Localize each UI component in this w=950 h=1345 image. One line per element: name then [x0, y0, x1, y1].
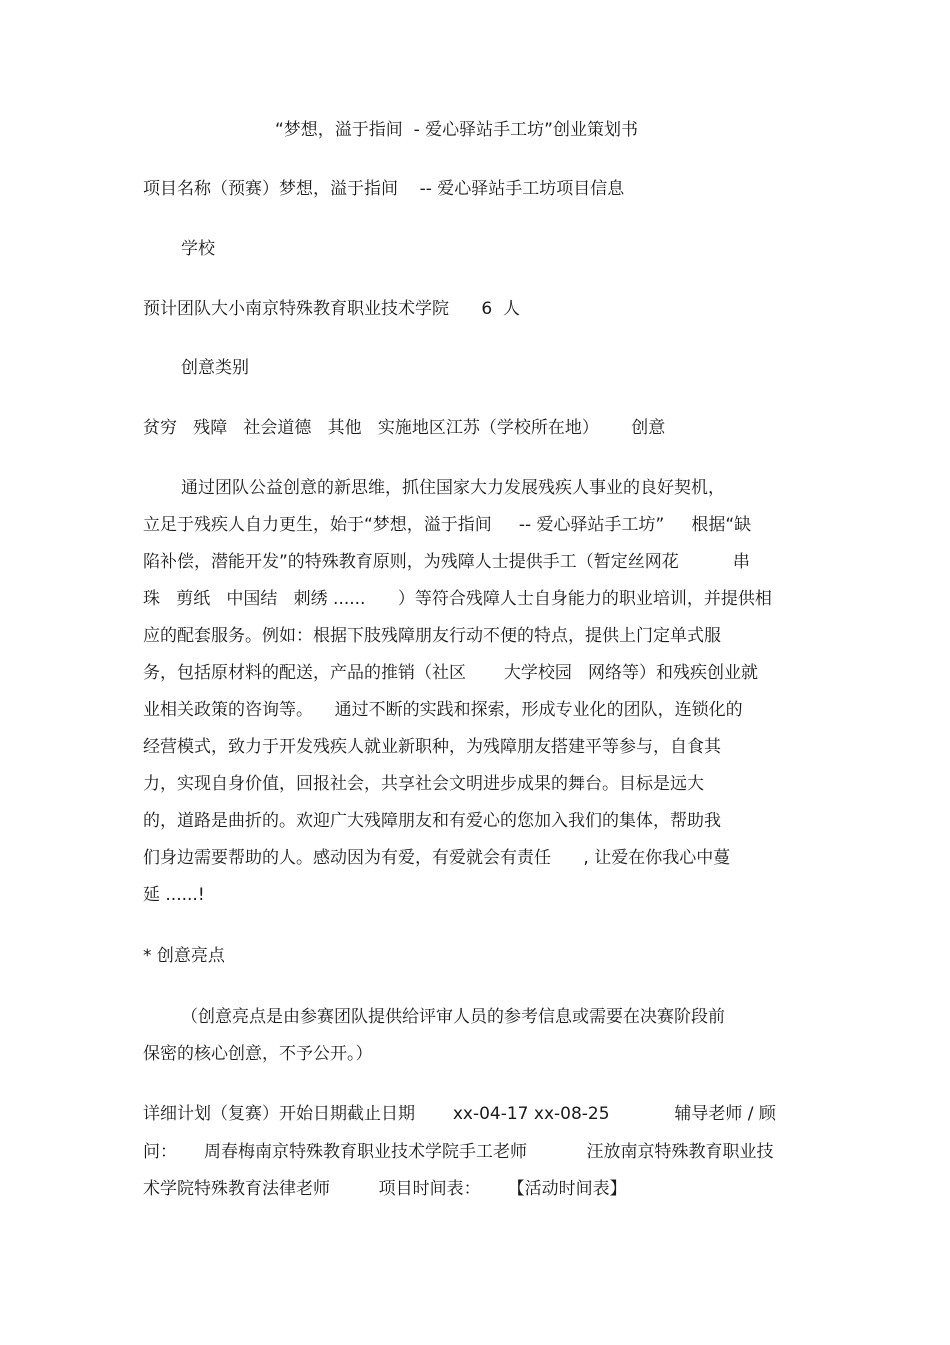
highlight-label: * 创意亮点 — [143, 946, 225, 966]
team-size-line: 预计团队大小南京特殊教育职业技术学院 6 人 — [143, 299, 521, 319]
paragraph-line: 力，实现自身价值，回报社会，共享社会文明进步成果的舞台。目标是远大 — [143, 774, 704, 794]
paragraph-line: 经营模式，致力于开发残疾人就业新职种，为残障朋友搭建平等参与，自食其 — [143, 737, 721, 757]
paragraph-line: 们身边需要帮助的人。感动因为有爱，有爱就会有责任 , 让爱在你我心中蔓 — [143, 848, 731, 868]
paragraph-line: 务，包括原材料的配送，产品的推销（社区 大学校园 网络等）和残疾创业就 — [143, 663, 759, 683]
paragraph-line: 术学院特殊教育法律老师 项目时间表： 【活动时间表】 — [143, 1179, 627, 1199]
paragraph-line: 通过团队公益创意的新思维，抓住国家大力发展残疾人事业的良好契机， — [181, 478, 725, 498]
paragraph-line: 珠 剪纸 中国结 刺绣 ...... ）等符合残障人士自身能力的职业培训，并提供相 — [143, 589, 772, 609]
paragraph-line: 应的配套服务。例如：根据下肢残障朋友行动不便的特点，提供上门定单式服 — [143, 626, 721, 646]
paragraph-line: 立足于残疾人自力更生，始于“梦想，溢于指间 -- 爱心驿站手工坊” 根据“缺 — [143, 515, 752, 535]
project-name-line: 项目名称（预赛）梦想，溢于指间 -- 爱心驿站手工坊项目信息 — [143, 179, 625, 199]
paragraph-line: 保密的核心创意，不予公开。） — [143, 1044, 373, 1064]
paragraph-line: 的，道路是曲折的。欢迎广大残障朋友和有爱心的您加入我们的集体，帮助我 — [143, 811, 721, 831]
category-label: 创意类别 — [181, 358, 249, 378]
paragraph-line: （创意亮点是由参赛团队提供给评审人员的参考信息或需要在决赛阶段前 — [181, 1007, 725, 1027]
paragraph-line: 陷补偿，潜能开发”的特殊教育原则，为残障人士提供手工（暂定丝网花 串 — [143, 552, 750, 572]
category-line: 贫穷 残障 社会道德 其他 实施地区江苏（学校所在地） 创意 — [143, 418, 666, 438]
document-title: “梦想，溢于指间 - 爱心驿站手工坊”创业策划书 — [275, 120, 638, 140]
paragraph-line: 问： 周春梅南京特殊教育职业技术学院手工老师 汪放南京特殊教育职业技 — [143, 1142, 774, 1162]
paragraph-line: 详细计划（复赛）开始日期截止日期 xx-04-17 xx-08-25 辅导老师 / 顾 — [143, 1104, 776, 1124]
school-label: 学校 — [181, 239, 215, 259]
paragraph-line: 延 ......! — [143, 885, 205, 905]
paragraph-line: 业相关政策的咨询等。 通过不断的实践和探索，形成专业化的团队，连锁化的 — [143, 700, 743, 720]
